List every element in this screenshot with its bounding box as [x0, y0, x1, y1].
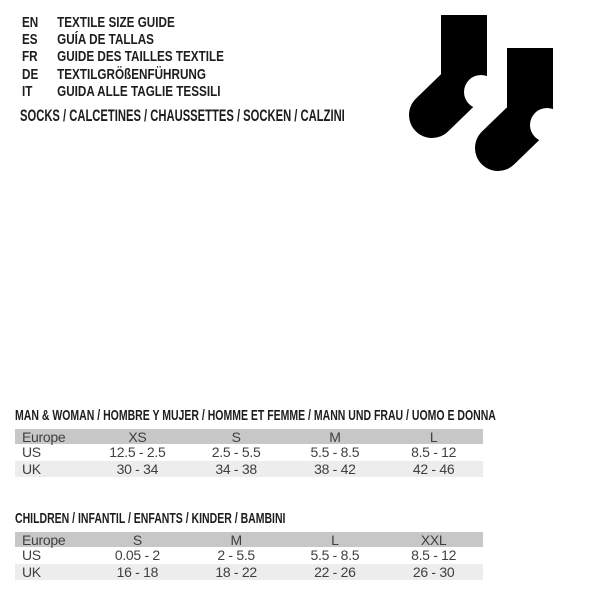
language-row-en: [22, 14, 224, 31]
language-code: EN: [22, 14, 39, 31]
language-code: IT: [22, 82, 33, 100]
size-table-grid: [15, 532, 483, 580]
language-label: GUIDE DES TAILLES TEXTILE: [57, 48, 224, 66]
row-label: US: [22, 444, 41, 461]
table-children: [15, 511, 483, 580]
language-code: DE: [22, 65, 39, 83]
size-cell: 12.5 - 2.5: [109, 444, 166, 461]
column-header-l: L: [429, 429, 438, 445]
size-cell: 38 - 42: [314, 460, 356, 477]
table-row-uk: [15, 564, 483, 581]
size-cell: 22 - 26: [314, 563, 356, 580]
size-cell: 26 - 30: [412, 563, 455, 580]
column-header-m: M: [329, 429, 341, 445]
table-row-us: [15, 444, 483, 461]
size-cell: 42 - 46: [412, 460, 455, 477]
size-cell: 30 - 34: [116, 460, 159, 477]
language-label: GUÍA DE TALLAS: [57, 31, 154, 49]
category-title: SOCKS / CALCETINES / CHAUSSETTES / SOCKEN / CALZINI: [20, 106, 345, 125]
row-label: UK: [22, 563, 41, 580]
table-row-us: [15, 547, 483, 564]
language-code: FR: [22, 48, 38, 66]
column-header-europe: Europe: [22, 532, 66, 548]
language-label: GUIDA ALLE TAGLIE TESSILI: [57, 82, 221, 100]
language-row-it: [22, 83, 224, 100]
language-label: TEXTILE SIZE GUIDE: [57, 14, 175, 31]
column-header-m: M: [230, 532, 242, 548]
row-label: UK: [22, 460, 41, 477]
size-cell: 34 - 38: [215, 460, 257, 477]
size-cell: 0.05 - 2: [114, 547, 160, 564]
language-row-de: [22, 66, 224, 83]
column-header-s: S: [231, 429, 241, 445]
size-cell: 8.5 - 12: [411, 547, 457, 564]
language-row-es: [22, 31, 224, 48]
size-table-grid: [15, 429, 483, 477]
table-man-woman: [15, 407, 496, 477]
size-cell: 2.5 - 5.5: [211, 444, 261, 461]
language-label: TEXTILGRÖßENFÜHRUNG: [57, 65, 206, 83]
table-row-uk: [15, 461, 483, 478]
language-code: ES: [22, 31, 38, 49]
size-cell: 8.5 - 12: [411, 444, 457, 461]
size-cell: 2 - 5.5: [217, 547, 255, 564]
socks-icon: [404, 15, 564, 175]
column-header-europe: Europe: [22, 429, 66, 445]
column-header-s: S: [132, 532, 142, 548]
size-cell: 16 - 18: [116, 563, 159, 580]
column-header-l: L: [331, 532, 339, 548]
size-cell: 5.5 - 8.5: [310, 444, 360, 461]
language-row-fr: [22, 48, 224, 65]
column-header-xxl: XXL: [420, 532, 447, 548]
table-title: CHILDREN / INFANTIL / ENFANTS / KINDER / BAMBINI: [15, 510, 286, 527]
table-header-row: [15, 429, 483, 444]
column-header-xs: XS: [128, 429, 147, 445]
sock-left-icon: [432, 15, 498, 115]
size-cell: 18 - 22: [215, 563, 257, 580]
table-title: MAN & WOMAN / HOMBRE Y MUJER / HOMME ET FEMME / MANN UND FRAU / UOMO E DONNA: [15, 407, 496, 424]
language-list: [22, 14, 281, 100]
size-cell: 5.5 - 8.5: [310, 547, 360, 564]
table-header-row: [15, 532, 483, 547]
sock-right-icon: [498, 48, 564, 148]
row-label: US: [22, 547, 41, 564]
